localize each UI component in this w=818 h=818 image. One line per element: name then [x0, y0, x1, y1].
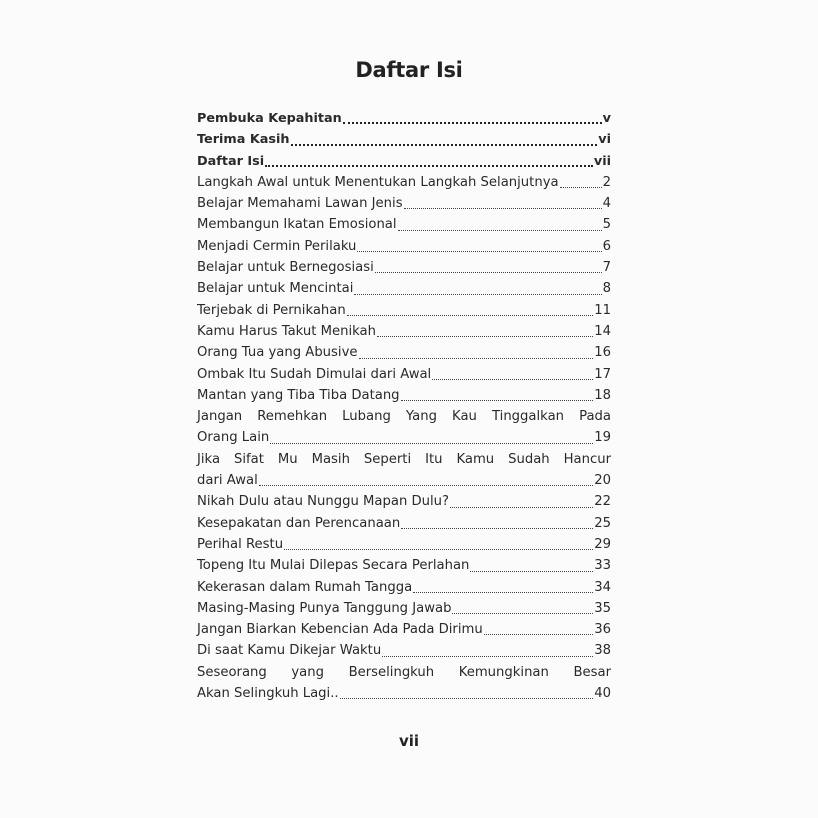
- toc-leader-dots: [343, 122, 602, 124]
- toc-entry: [197, 513, 611, 534]
- toc-leader-dots: [398, 230, 602, 231]
- toc-leader-dots: [375, 272, 602, 273]
- toc-entry: [197, 172, 611, 193]
- toc-entry-page: 11: [594, 302, 611, 318]
- toc-leader-dots: [265, 165, 593, 167]
- toc-entry: [197, 406, 611, 449]
- toc-entry: [197, 278, 611, 299]
- toc-entry-title: Jangan Remehkan Lubang Yang Kau Tinggalkan Pada: [197, 409, 611, 425]
- toc-entry-title-cont: Orang Lain: [197, 430, 270, 446]
- toc-entry-page: 19: [594, 430, 611, 446]
- toc-entry: [197, 257, 611, 278]
- toc-entry: [197, 449, 611, 492]
- toc-entry: [197, 129, 611, 150]
- toc-entry-page: 34: [594, 579, 611, 595]
- page-number: vii: [398, 732, 420, 750]
- toc-entry-page: 22: [594, 494, 611, 510]
- toc-leader-dots: [359, 358, 594, 359]
- toc-entry: [197, 385, 611, 406]
- toc-entry-title: Jika Sifat Mu Masih Seperti Itu Kamu Sudah Hancur: [197, 451, 611, 467]
- toc-entry: [197, 619, 611, 640]
- toc-entry-title: Di saat Kamu Dikejar Waktu: [197, 643, 382, 659]
- toc-entry-page: 18: [594, 387, 611, 403]
- toc-entry-page: vii: [593, 153, 611, 169]
- toc-entry-title: Nikah Dulu atau Nunggu Mapan Dulu?: [197, 494, 450, 510]
- toc-entry-page: 7: [602, 260, 611, 276]
- toc-leader-dots: [401, 400, 594, 401]
- toc-entry-title-cont: dari Awal: [197, 473, 258, 489]
- toc-entry-continuation: [197, 470, 611, 491]
- toc-leader-dots: [401, 528, 593, 529]
- toc-entry-title: Kamu Harus Takut Menikah: [197, 323, 376, 339]
- toc-leader-dots: [259, 485, 593, 486]
- toc-entry-title: Terima Kasih: [197, 132, 290, 148]
- toc-entry: [197, 491, 611, 512]
- toc-entry-page: 36: [594, 622, 611, 638]
- toc-entry-page: 6: [602, 238, 611, 254]
- toc-entry-page: v: [602, 111, 611, 126]
- toc-entry-title: Langkah Awal untuk Menentukan Langkah Selanjutnya: [197, 174, 559, 190]
- toc-leader-dots: [357, 251, 601, 252]
- toc-leader-dots: [404, 208, 602, 209]
- toc-entry: [197, 662, 611, 705]
- toc-entry-title: Kekerasan dalam Rumah Tangga: [197, 579, 413, 595]
- toc-leader-dots: [347, 315, 593, 316]
- toc-entry-title: Perihal Restu: [197, 536, 284, 552]
- toc-entry-title: Ombak Itu Sudah Dimulai dari Awal: [197, 366, 432, 382]
- toc-entry: [197, 534, 611, 555]
- toc-entry-page: 8: [602, 281, 611, 297]
- toc-entry-page: 17: [594, 366, 611, 382]
- toc-entry: [197, 321, 611, 342]
- toc-entry-page: 20: [594, 473, 611, 489]
- toc-entry-page: 4: [602, 196, 611, 212]
- toc-leader-dots: [291, 144, 598, 146]
- toc-leader-dots: [270, 443, 593, 444]
- toc-entry-page: 2: [602, 174, 611, 190]
- toc-entry: [197, 640, 611, 661]
- toc-entry-page: 16: [594, 345, 611, 361]
- toc-entry: [197, 598, 611, 619]
- toc-leader-dots: [432, 379, 593, 380]
- toc-entry-title: Pembuka Kepahitan: [197, 111, 342, 126]
- toc-leader-dots: [354, 294, 601, 295]
- toc-entry: [197, 236, 611, 257]
- toc-entry: [197, 108, 611, 129]
- toc-entry-title: Jangan Biarkan Kebencian Ada Pada Dirimu: [197, 622, 483, 638]
- toc-entry: [197, 555, 611, 576]
- toc-leader-dots: [484, 634, 594, 635]
- toc-entry-title-cont: Akan Selingkuh Lagi..: [197, 686, 339, 702]
- toc-entry-title: Belajar untuk Mencintai: [197, 281, 354, 297]
- toc-entry-title: Mantan yang Tiba Tiba Datang: [197, 387, 400, 403]
- page-title: Daftar Isi: [355, 58, 463, 82]
- toc-leader-dots: [452, 613, 593, 614]
- toc-entry-title: Topeng Itu Mulai Dilepas Secara Perlahan: [197, 558, 470, 574]
- toc-entry-title: Seseorang yang Berselingkuh Kemungkinan Besar: [197, 664, 611, 680]
- toc-leader-dots: [470, 571, 593, 572]
- toc-entry-title: Masing-Masing Punya Tanggung Jawab: [197, 600, 452, 616]
- toc-entry-title: Membangun Ikatan Emosional: [197, 217, 397, 233]
- toc-entry-page: 5: [602, 217, 611, 233]
- toc-leader-dots: [450, 507, 593, 508]
- toc-entry: [197, 300, 611, 321]
- toc-entry: [197, 577, 611, 598]
- toc-entry-page: 25: [594, 515, 611, 531]
- toc-entry-title: Menjadi Cermin Perilaku: [197, 238, 357, 254]
- toc-entry-page: vi: [598, 132, 611, 148]
- toc-leader-dots: [560, 187, 602, 188]
- toc-entry-page: 35: [594, 600, 611, 616]
- toc-entry-title: Belajar untuk Bernegosiasi: [197, 260, 374, 276]
- toc-entry-title: Terjebak di Pernikahan: [197, 302, 346, 318]
- toc-entry: [197, 193, 611, 214]
- toc-entry-page: 40: [594, 686, 611, 702]
- toc-leader-dots: [377, 336, 593, 337]
- toc-entry-continuation: [197, 683, 611, 704]
- toc-leader-dots: [284, 549, 593, 550]
- toc-entry: [197, 364, 611, 385]
- toc-entry-page: 29: [594, 536, 611, 552]
- toc-entry: [197, 342, 611, 363]
- toc-entry-page: 14: [594, 323, 611, 339]
- table-of-contents: [197, 108, 611, 704]
- toc-entry-page: 33: [594, 558, 611, 574]
- toc-entry: [197, 151, 611, 172]
- toc-entry-title: Daftar Isi: [197, 153, 265, 169]
- toc-entry-page: 38: [594, 643, 611, 659]
- toc-entry-title: Belajar Memahami Lawan Jenis: [197, 196, 403, 212]
- toc-entry-title: Orang Tua yang Abusive: [197, 345, 358, 361]
- toc-leader-dots: [382, 656, 593, 657]
- toc-leader-dots: [340, 698, 594, 699]
- toc-entry-continuation: [197, 427, 611, 448]
- toc-leader-dots: [413, 592, 593, 593]
- toc-entry-title: Kesepakatan dan Perencanaan: [197, 515, 401, 531]
- toc-entry: [197, 214, 611, 235]
